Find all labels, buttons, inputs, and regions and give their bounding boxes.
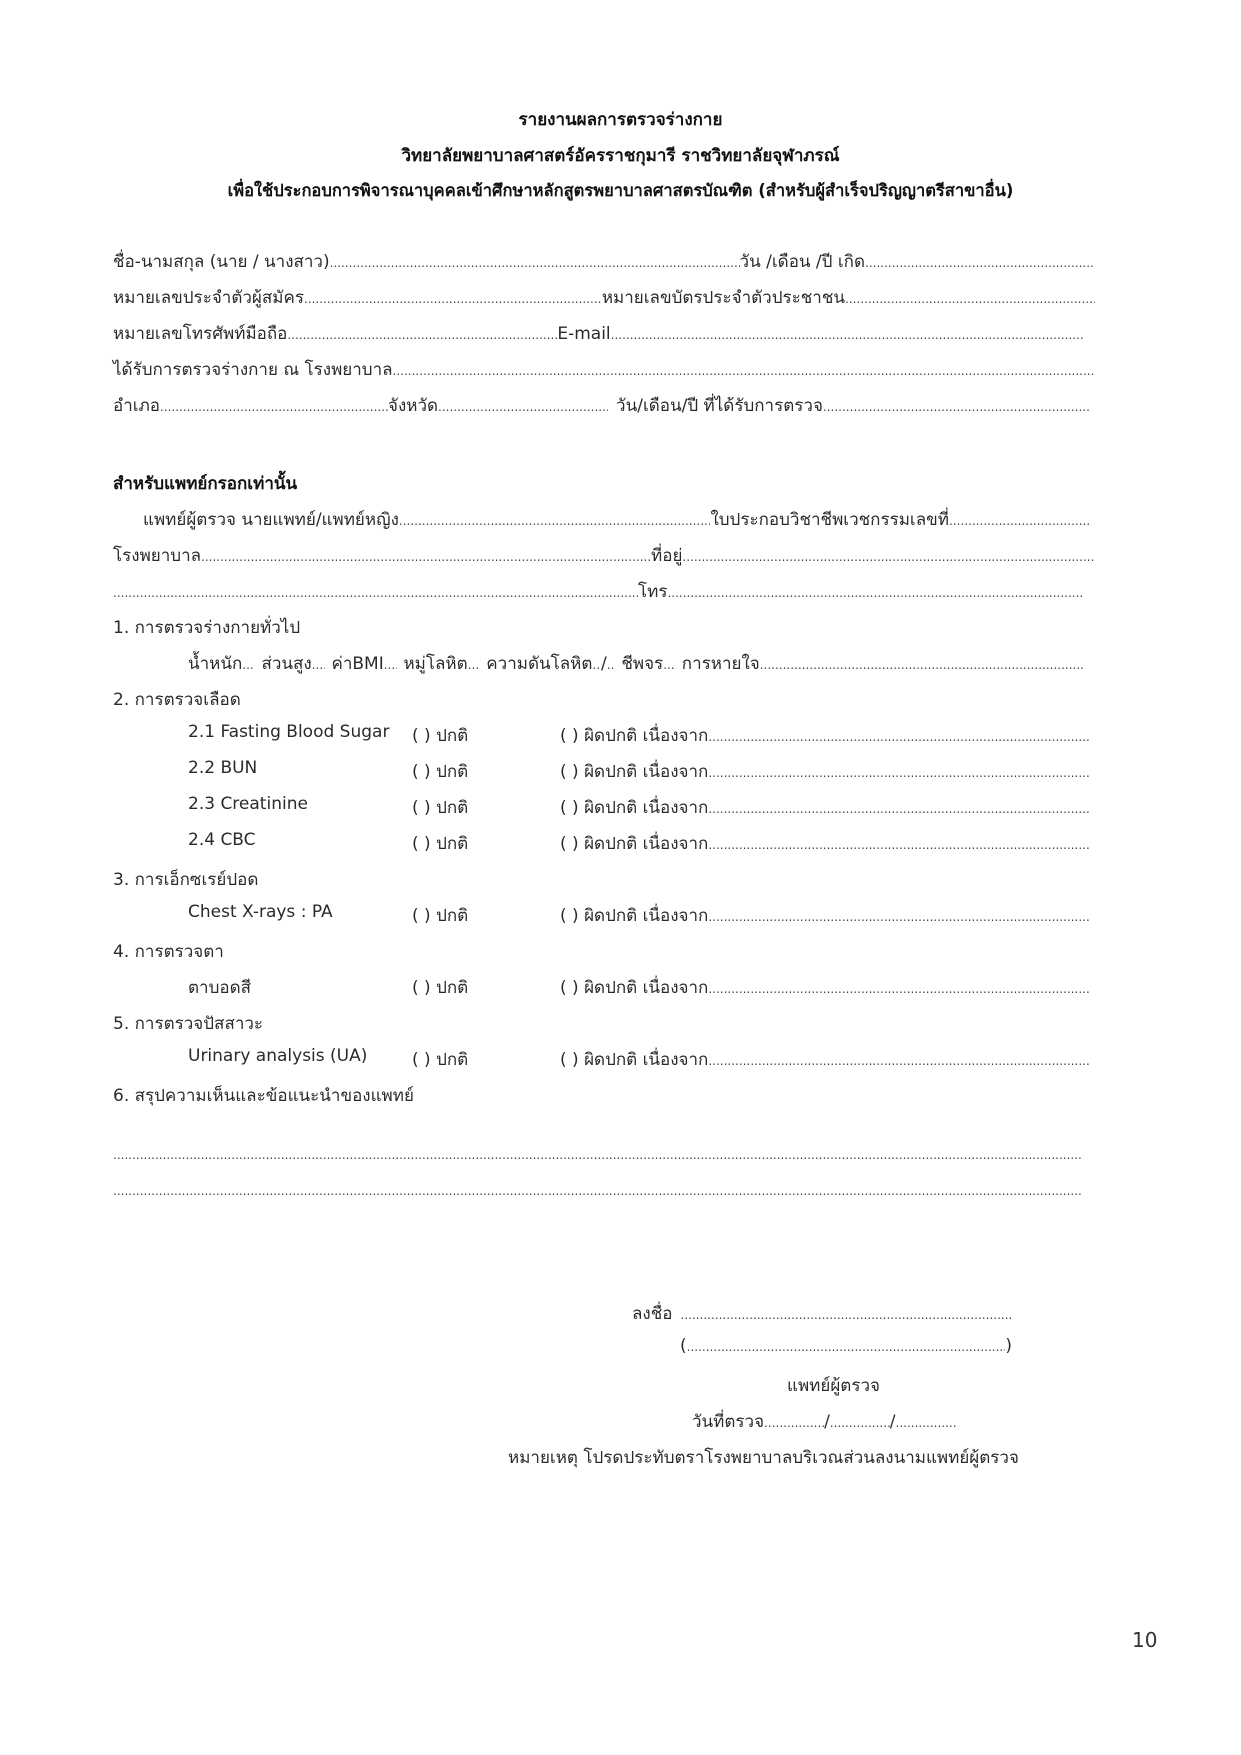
signature-field[interactable] — [680, 1308, 1012, 1322]
abnormal-label: ผิดปกติ เนื่องจาก — [584, 798, 709, 818]
province-label: จังหวัด — [387, 396, 439, 416]
location-row — [113, 392, 1095, 422]
abnormal-checkbox[interactable]: ( ) — [560, 762, 579, 782]
signature-row — [632, 1300, 1012, 1330]
test-name: 2.3 Creatinine — [188, 794, 308, 814]
district-field[interactable] — [160, 400, 388, 414]
abnormal-reason-field[interactable] — [708, 766, 1090, 780]
mobile-field[interactable] — [287, 328, 557, 342]
exam-month-field[interactable] — [830, 1416, 890, 1430]
pulse-field[interactable] — [663, 658, 676, 672]
exam-date-label: วันที่ตรวจ — [692, 1412, 765, 1432]
height-field[interactable] — [312, 658, 326, 672]
address-field[interactable] — [682, 550, 1095, 564]
name-field[interactable] — [330, 256, 740, 270]
abnormal-checkbox[interactable]: ( ) — [560, 834, 579, 854]
doctor-name-label: แพทย์ผู้ตรวจ นายแพทย์/แพทย์หญิง — [143, 510, 399, 530]
abnormal-reason-field[interactable] — [708, 730, 1090, 744]
normal-label: ปกติ — [436, 978, 469, 998]
abnormal-label: ผิดปกติ เนื่องจาก — [584, 762, 709, 782]
page-number: 10 — [1132, 1628, 1158, 1652]
license-label: ใบประกอบวิชาชีพเวชกรรมเลขที่ — [710, 510, 949, 530]
abnormal-label: ผิดปกติ เนื่องจาก — [584, 834, 709, 854]
applicant-id-label: หมายเลขประจำตัวผู้สมัคร — [113, 288, 304, 308]
normal-label: ปกติ — [436, 726, 469, 746]
abnormal-label: ผิดปกติ เนื่องจาก — [584, 906, 709, 926]
blood-test-title: 2. การตรวจเลือด — [113, 690, 241, 710]
normal-label: ปกติ — [436, 762, 469, 782]
form-title: รายงานผลการตรวจร่างกาย — [518, 110, 723, 130]
normal-checkbox[interactable]: ( ) — [412, 798, 431, 818]
doctor-hospital-field[interactable] — [201, 550, 651, 564]
test-name: Urinary analysis (UA) — [188, 1046, 368, 1066]
height-label: ส่วนสูง — [261, 654, 312, 674]
abnormal-checkbox[interactable]: ( ) — [560, 1050, 579, 1070]
doctor-name-field[interactable] — [399, 514, 711, 528]
doctor-hospital-label: โรงพยาบาล — [113, 546, 202, 566]
doctor-name-row — [143, 506, 1091, 536]
address-continued-field[interactable] — [113, 586, 638, 600]
sign-label: ลงชื่อ — [632, 1304, 673, 1324]
normal-label: ปกติ — [436, 1050, 469, 1070]
exam-date-row — [692, 1408, 992, 1438]
signer-role: แพทย์ผู้ตรวจ — [787, 1376, 880, 1396]
diastolic-field[interactable] — [607, 658, 616, 672]
normal-checkbox[interactable]: ( ) — [412, 762, 431, 782]
abnormal-checkbox[interactable]: ( ) — [560, 978, 579, 998]
blood-group-label: หมู่โลหิต — [403, 654, 468, 674]
bmi-field[interactable] — [384, 658, 398, 672]
general-exam-title: 1. การตรวจร่างกายทั่วไป — [113, 618, 301, 638]
national-id-label: หมายเลขบัตรประจำตัวประชาชน — [601, 288, 845, 308]
applicant-id-field[interactable] — [304, 292, 602, 306]
email-field[interactable] — [611, 328, 1083, 342]
blood-group-field[interactable] — [468, 658, 481, 672]
normal-label: ปกติ — [436, 798, 469, 818]
province-field[interactable] — [438, 400, 608, 414]
exam-day-field[interactable] — [764, 1416, 824, 1430]
weight-label: น้ำหนัก — [188, 654, 243, 674]
normal-checkbox[interactable]: ( ) — [412, 906, 431, 926]
form-purpose: เพื่อใช้ประกอบการพิจารณาบุคคลเข้าศึกษาหลักสูตรพยาบาลศาสตรบัณฑิต (สำหรับผู้สำเร็จปริญญาตรีสาขาอื่น) — [227, 181, 1014, 200]
date-separator-2: / — [889, 1412, 896, 1432]
abnormal-label: ผิดปกติ เนื่องจาก — [584, 978, 709, 998]
district-label: อำเภอ — [113, 396, 160, 416]
abnormal-checkbox[interactable]: ( ) — [560, 798, 579, 818]
test-name: 2.1 Fasting Blood Sugar — [188, 722, 390, 742]
open-paren: ( — [680, 1336, 687, 1356]
vitals-row — [188, 650, 1083, 680]
test-name: 2.4 CBC — [188, 830, 256, 850]
contact-row — [113, 320, 1095, 350]
phone-field[interactable] — [667, 586, 1083, 600]
applicant-name-row — [113, 248, 1095, 278]
abnormal-reason-field[interactable] — [708, 802, 1090, 816]
summary-title: 6. สรุปความเห็นและข้อแนะนำของแพทย์ — [113, 1086, 414, 1106]
national-id-field[interactable] — [845, 292, 1095, 306]
exam-year-field[interactable] — [896, 1416, 956, 1430]
eye-exam-title: 4. การตรวจตา — [113, 942, 224, 962]
date-separator-1: / — [824, 1412, 830, 1432]
normal-label: ปกติ — [436, 834, 469, 854]
respiration-field[interactable] — [760, 658, 1083, 672]
summary-field-1[interactable] — [113, 1148, 1081, 1162]
abnormal-reason-field[interactable] — [708, 1054, 1090, 1068]
phone-label: โทร — [638, 582, 668, 602]
doctor-section-heading: สำหรับแพทย์กรอกเท่านั้น — [113, 474, 298, 494]
address-label: ที่อยู่ — [651, 546, 683, 566]
xray-title: 3. การเอ็กซเรย์ปอด — [113, 870, 259, 890]
doctor-hospital-row — [113, 542, 1095, 572]
exam-hospital-field[interactable] — [393, 364, 1095, 378]
abnormal-reason-field[interactable] — [708, 982, 1090, 996]
institution-name: วิทยาลัยพยาบาลศาสตร์อัครราชกุมารี ราชวิทยาลัยจุฬาภรณ์ — [401, 146, 840, 166]
normal-checkbox[interactable]: ( ) — [412, 834, 431, 854]
test-name: 2.2 BUN — [188, 758, 258, 778]
exam-date-field[interactable] — [823, 400, 1091, 414]
urine-exam-title: 5. การตรวจปัสสาวะ — [113, 1014, 264, 1034]
stamp-note: หมายเหตุ โปรดประทับตราโรงพยาบาลบริเวณส่วนลงนามแพทย์ผู้ตรวจ — [508, 1448, 1019, 1468]
close-paren: ) — [1005, 1336, 1012, 1356]
license-field[interactable] — [949, 514, 1091, 528]
weight-field[interactable] — [242, 658, 255, 672]
pulse-label: ชีพจร — [621, 654, 664, 674]
email-label: E-mail — [557, 324, 611, 344]
normal-checkbox[interactable]: ( ) — [412, 1050, 431, 1070]
test-name: Chest X-rays : PA — [188, 902, 333, 922]
exam-hospital-row — [113, 356, 1095, 386]
name-label: ชื่อ-นามสกุล (นาย / นางสาว) — [113, 252, 330, 272]
summary-line-1 — [113, 1148, 1081, 1178]
abnormal-reason-field[interactable] — [708, 838, 1090, 852]
abnormal-label: ผิดปกติ เนื่องจาก — [584, 726, 709, 746]
bmi-label: ค่าBMI — [331, 654, 384, 674]
systolic-field[interactable] — [592, 658, 601, 672]
dob-field[interactable] — [865, 256, 1095, 270]
dob-label: วัน /เดือน /ปี เกิด — [739, 252, 865, 272]
abnormal-label: ผิดปกติ เนื่องจาก — [584, 1050, 709, 1070]
blood-pressure-label: ความดันโลหิต — [486, 654, 593, 674]
exam-hospital-label: ได้รับการตรวจร่างกาย ณ โรงพยาบาล — [113, 360, 393, 380]
printed-name-field[interactable] — [687, 1340, 1006, 1354]
respiration-label: การหายใจ — [681, 654, 760, 674]
exam-date-label: วัน/เดือน/ปี ที่ได้รับการตรวจ — [616, 396, 823, 416]
mobile-label: หมายเลขโทรศัพท์มือถือ — [113, 324, 288, 344]
abnormal-checkbox[interactable]: ( ) — [560, 726, 579, 746]
normal-checkbox[interactable]: ( ) — [412, 978, 431, 998]
abnormal-reason-field[interactable] — [708, 910, 1090, 924]
printed-name-row — [680, 1336, 1012, 1366]
test-name: ตาบอดสี — [188, 978, 252, 998]
bp-separator: / — [601, 654, 607, 674]
normal-label: ปกติ — [436, 906, 469, 926]
abnormal-checkbox[interactable]: ( ) — [560, 906, 579, 926]
summary-field-2[interactable] — [113, 1184, 1081, 1198]
normal-checkbox[interactable]: ( ) — [412, 726, 431, 746]
summary-line-2 — [113, 1184, 1081, 1214]
applicant-id-row — [113, 284, 1095, 314]
doctor-phone-row — [113, 578, 1095, 608]
